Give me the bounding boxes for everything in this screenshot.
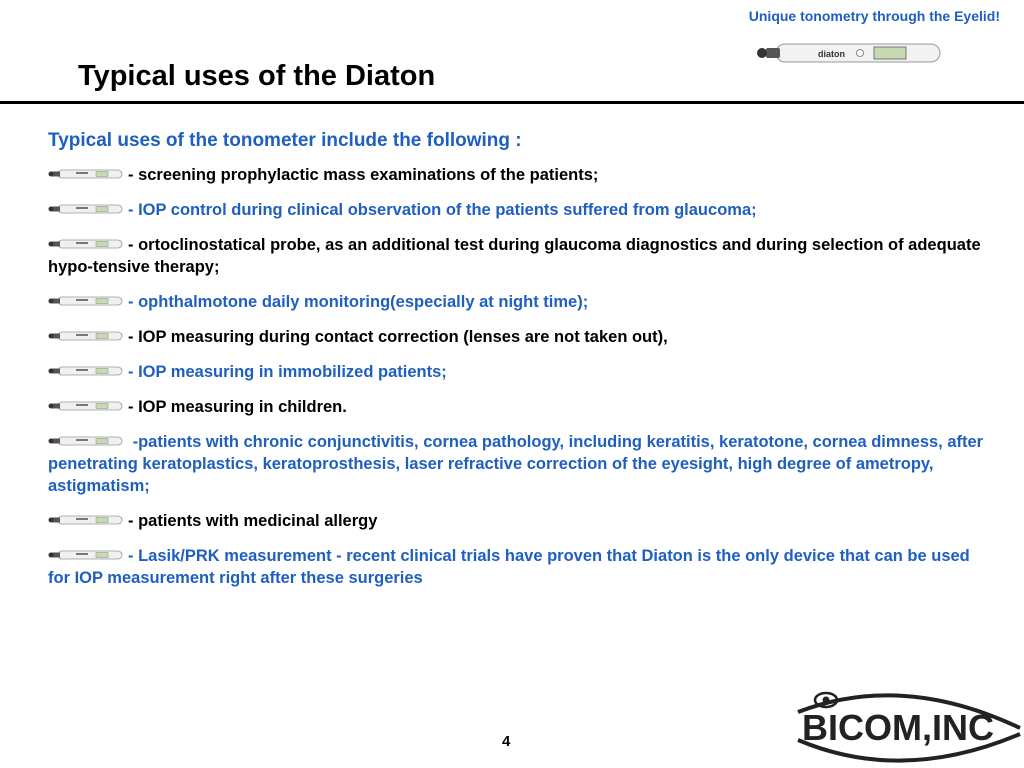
list-item-text: - ortoclinostatical probe, as an additional test during glaucoma diagnostics and during selection of adequate hypo-tensive therapy;: [48, 236, 981, 276]
list-item: [48, 510, 988, 532]
diaton-bullet-icon: [48, 294, 124, 308]
page-title: Typical uses of the Diaton: [78, 60, 436, 92]
diaton-device-image: [756, 38, 942, 68]
list-item: [48, 291, 988, 313]
list-item-text: - screening prophylactic mass examinations of the patients;: [128, 166, 599, 184]
list-item-text: -patients with chronic conjunctivitis, cornea pathology, including keratitis, keratotone, cornea dimness, after penetrating keratoplastics, keratoprosthesis, laser refractive correction of the eyesight, high degree of ametropy, astigmatism;: [48, 433, 984, 495]
diaton-bullet-icon: [48, 513, 124, 527]
tagline: Unique tonometry through the Eyelid!: [748, 8, 1000, 24]
logo-text: BICOM,INC: [802, 707, 994, 748]
list-item: [48, 396, 988, 418]
list-item-text: - patients with medicinal allergy: [128, 512, 378, 530]
list-item-text: - IOP measuring in immobilized patients;: [128, 363, 447, 381]
list-item: [48, 431, 988, 497]
list-item-text: - IOP control during clinical observation of the patients suffered from glaucoma;: [128, 201, 757, 219]
title-divider: [0, 101, 1024, 104]
list-item: [48, 234, 988, 278]
diaton-bullet-icon: [48, 167, 124, 181]
list-item-text: - ophthalmotone daily monitoring(especially at night time);: [128, 293, 589, 311]
list-item-text: - IOP measuring during contact correction (lenses are not taken out),: [128, 328, 668, 346]
diaton-bullet-icon: [48, 434, 124, 448]
diaton-bullet-icon: [48, 548, 124, 562]
uses-list: [48, 164, 988, 589]
diaton-bullet-icon: [48, 202, 124, 216]
content-area: [48, 130, 988, 602]
intro-text: Typical uses of the tonometer include the following :: [48, 130, 522, 151]
list-item: [48, 326, 988, 348]
list-item-text: - IOP measuring in children.: [128, 398, 347, 416]
list-item-text: - Lasik/PRK measurement - recent clinical trials have proven that Diaton is the only device that can be used for IOP measurement right after these surgeries: [48, 547, 970, 587]
device-brand-label: diaton: [818, 49, 845, 59]
list-item: [48, 164, 988, 186]
diaton-bullet-icon: [48, 237, 124, 251]
list-item: [48, 545, 988, 589]
bicom-logo: [792, 684, 1024, 768]
diaton-bullet-icon: [48, 329, 124, 343]
page-number: 4: [502, 733, 511, 750]
diaton-bullet-icon: [48, 364, 124, 378]
list-item: [48, 199, 988, 221]
list-item: [48, 361, 988, 383]
diaton-bullet-icon: [48, 399, 124, 413]
